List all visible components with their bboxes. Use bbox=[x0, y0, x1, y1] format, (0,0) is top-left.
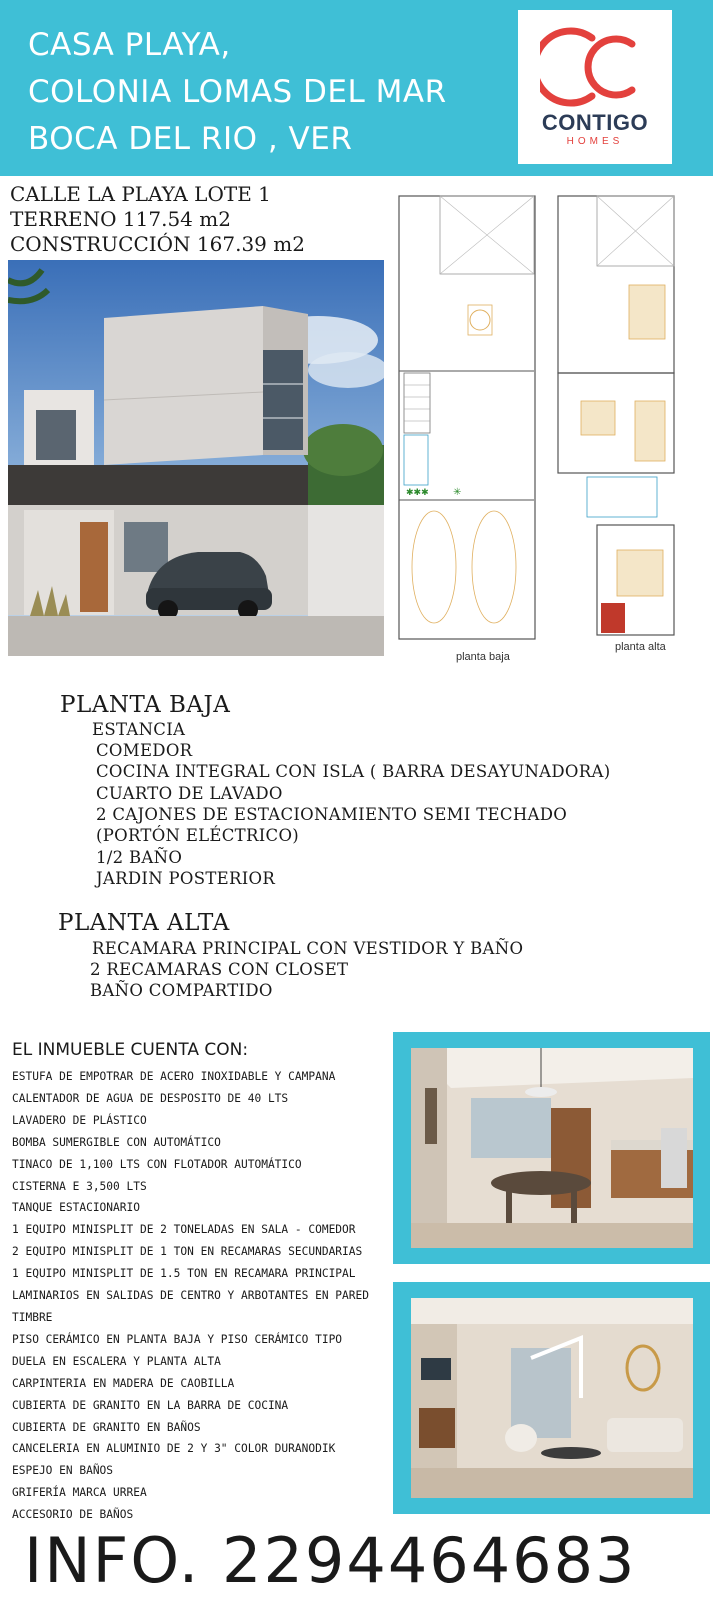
feature-item: CALENTADOR DE AGUA DE DESPOSITO DE 40 LTS bbox=[12, 1091, 289, 1105]
features-list bbox=[12, 1066, 369, 1526]
feature-item: CISTERNA E 3,500 LTS bbox=[12, 1179, 147, 1193]
feature-item: ACCESORIO DE BAÑOS bbox=[12, 1508, 134, 1522]
ground-floor-item: COMEDOR bbox=[96, 741, 193, 760]
header-banner bbox=[0, 0, 713, 176]
ground-floor-item: COCINA INTEGRAL CON ISLA ( BARRA DESAYUNADORA) bbox=[96, 762, 611, 781]
interior-kitchen-dining-render bbox=[411, 1048, 693, 1248]
upper-floor-heading: PLANTA ALTA bbox=[58, 910, 230, 936]
upper-floor-item: 2 RECAMARAS CON CLOSET bbox=[90, 960, 349, 979]
feature-item: BOMBA SUMERGIBLE CON AUTOMÁTICO bbox=[12, 1135, 221, 1149]
svg-text:✳: ✳ bbox=[453, 487, 462, 498]
feature-item: TIMBRE bbox=[12, 1310, 53, 1324]
title-line-1: CASA PLAYA, bbox=[28, 27, 231, 63]
feature-item: ESTUFA DE EMPOTRAR DE ACERO INOXIDABLE Y CAMPANA bbox=[12, 1070, 336, 1083]
feature-item: GRIFERÍA MARCA URREA bbox=[12, 1486, 147, 1500]
feature-item: TANQUE ESTACIONARIO bbox=[12, 1201, 140, 1215]
feature-item: CANCELERIA EN ALUMINIO DE 2 Y 3" COLOR DURANODIK bbox=[12, 1442, 336, 1456]
plan-upper-label: planta alta bbox=[615, 641, 666, 653]
feature-item: TINACO DE 1,100 LTS CON FLOTADOR AUTOMÁTICO bbox=[12, 1157, 302, 1171]
upper-floor-item: BAÑO COMPARTIDO bbox=[90, 981, 273, 1000]
feature-item: LAMINARIOS EN SALIDAS DE CENTRO Y ARBOTANTES EN PARED bbox=[12, 1289, 369, 1303]
logo-double-c-icon bbox=[540, 24, 650, 108]
feature-item: CUBIERTA DE GRANITO EN BAÑOS bbox=[12, 1420, 201, 1434]
contact-phone: INFO. 2294464683 bbox=[24, 1524, 637, 1597]
floor-plan-upper bbox=[557, 195, 695, 653]
feature-item: ESPEJO EN BAÑOS bbox=[12, 1464, 114, 1478]
ground-floor-heading: PLANTA BAJA bbox=[60, 692, 231, 718]
listing-title bbox=[28, 22, 447, 163]
upper-floor-item: RECAMARA PRINCIPAL CON VESTIDOR Y BAÑO bbox=[92, 939, 524, 958]
plan-ground-label: planta baja bbox=[456, 651, 510, 663]
property-address bbox=[10, 182, 305, 257]
ground-floor-item: 1/2 BAÑO bbox=[96, 848, 183, 867]
interior-photo-frame-bottom bbox=[393, 1282, 710, 1514]
svg-text:✱✱✱: ✱✱✱ bbox=[406, 488, 429, 498]
feature-item: DUELA EN ESCALERA Y PLANTA ALTA bbox=[12, 1354, 221, 1368]
floor-plan-ground bbox=[398, 195, 536, 663]
ground-floor-item: ESTANCIA bbox=[92, 720, 186, 739]
logo-subtitle: HOMES bbox=[566, 136, 624, 147]
contigo-homes-logo bbox=[518, 10, 672, 164]
title-line-3: BOCA DEL RIO , VER bbox=[28, 121, 353, 157]
logo-name: CONTIGO bbox=[541, 110, 649, 135]
ground-floor-item: (PORTÓN ELÉCTRICO) bbox=[96, 826, 300, 845]
street-address: CALLE LA PLAYA LOTE 1 bbox=[10, 182, 271, 206]
built-area: CONSTRUCCIÓN 167.39 m2 bbox=[10, 232, 305, 256]
title-line-2: COLONIA LOMAS DEL MAR bbox=[28, 74, 447, 110]
feature-item: PISO CERÁMICO EN PLANTA BAJA Y PISO CERÁMICO TIPO bbox=[12, 1332, 343, 1346]
ground-floor-item: 2 CAJONES DE ESTACIONAMIENTO SEMI TECHADO bbox=[96, 805, 568, 824]
interior-photo-frame-top bbox=[393, 1032, 710, 1264]
feature-item: 1 EQUIPO MINISPLIT DE 2 TONELADAS EN SALA - COMEDOR bbox=[12, 1223, 356, 1237]
house-exterior-render bbox=[8, 260, 384, 656]
feature-item: LAVADERO DE PLÁSTICO bbox=[12, 1113, 147, 1127]
lot-area: TERRENO 117.54 m2 bbox=[10, 207, 231, 231]
ground-floor-item: CUARTO DE LAVADO bbox=[96, 784, 283, 803]
feature-item: CUBIERTA DE GRANITO EN LA BARRA DE COCINA bbox=[12, 1398, 289, 1412]
feature-item: 1 EQUIPO MINISPLIT DE 1.5 TON EN RECAMARA PRINCIPAL bbox=[12, 1267, 356, 1281]
feature-item: 2 EQUIPO MINISPLIT DE 1 TON EN RECAMARAS SECUNDARIAS bbox=[12, 1245, 363, 1259]
features-heading: EL INMUEBLE CUENTA CON: bbox=[12, 1040, 249, 1060]
ground-floor-item: JARDIN POSTERIOR bbox=[96, 869, 276, 888]
interior-living-room-render bbox=[411, 1298, 693, 1498]
feature-item: CARPINTERIA EN MADERA DE CAOBILLA bbox=[12, 1376, 235, 1390]
